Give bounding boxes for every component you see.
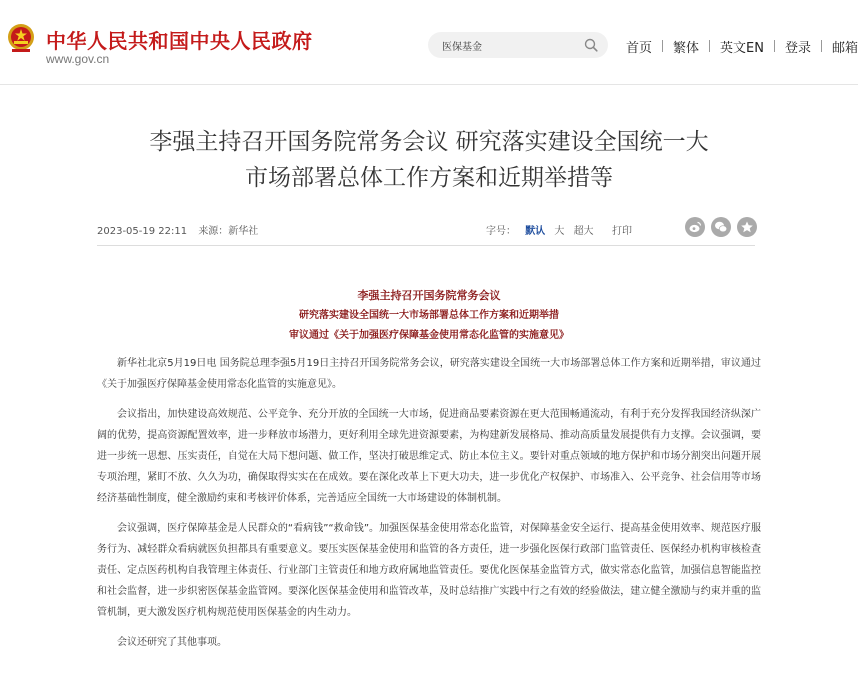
site-header xyxy=(0,0,858,85)
font-size-xlarge[interactable]: 超大 xyxy=(573,226,594,237)
nav-traditional[interactable]: 繁体 xyxy=(673,40,700,56)
article-body xyxy=(97,353,761,662)
article-paragraph: 会议指出，加快建设高效规范、公平竞争、充分开放的全国统一大市场，促进商品要素资源在更大范围畅通流动，有利于充分发挥我国经济纵深广阔的优势，提高资源配置效率，进一步释放市场潜力，更好利用全球先进资源要素，为构建新发展格局、推动高质量发展提供有力支撑。会议强调，要进一步统一思想、压实责任，自觉在大局下想问题、做工作，坚决打破思维定式、防止本位主义。要针对重点领域的地方保护和市场分割突出问题开展专项治理，紧盯不放、久久为功，确保取得实实在在成效。要在深化改革上下更大功夫，进一步优化产权保护、市场准入、公平竞争、社会信用等市场经济基础性制度，健全激励约束和考核评价体系，完善适应全国统一大市场建设的体制机制。 xyxy=(97,409,761,504)
article-paragraph: 新华社北京5月19日电 国务院总理李强5月19日主持召开国务院常务会议，研究落实建设全国统一大市场部署总体工作方案和近期举措，审议通过《关于加强医疗保障基金使用常态化监管的实施意见》。 xyxy=(97,358,761,390)
nav-mailbox[interactable]: 邮箱 xyxy=(832,40,858,56)
summary-line: 审议通过《关于加强医疗保障基金使用常态化监管的实施意见》 xyxy=(289,330,569,341)
print-button[interactable]: 打印 xyxy=(612,226,632,237)
article-title xyxy=(70,124,788,196)
nav-home[interactable]: 首页 xyxy=(626,40,653,56)
publish-date: 2023-05-19 22:11 xyxy=(97,226,188,237)
nav-divider xyxy=(821,40,822,52)
summary-line: 李强主持召开国务院常务会议 xyxy=(357,289,501,302)
article-source: 来源：新华社 xyxy=(198,226,259,237)
font-size-large[interactable]: 大 xyxy=(554,226,565,237)
nav-divider xyxy=(774,40,775,52)
article-meta xyxy=(97,222,266,237)
search-box xyxy=(428,32,608,58)
wechat-icon[interactable] xyxy=(711,217,731,237)
search-input[interactable] xyxy=(442,32,582,58)
site-url: www.gov.cn xyxy=(46,52,110,66)
top-navigation xyxy=(624,36,858,56)
weibo-icon[interactable] xyxy=(685,217,705,237)
article-paragraph: 会议强调，医疗保障基金是人民群众的“看病钱”“救命钱”。加强医保基金使用常态化监管，对保障基金安全运行、提高基金使用效率、规范医疗服务行为、减轻群众看病就医负担都具有重要意义。要压实医保基金使用和监管的各方责任，进一步强化医保行政部门监管责任、医保经办机构审核检查责任、定点医药机构自我管理主体责任、行业部门主管责任和地方政府属地监管责任。要优化医保基金监管方式，做实常态化监管，加强信息智能监控和社会监督，进一步织密医保基金监管网。要深化医保基金使用和监管改革，及时总结推广实践中行之有效的经验做法，建立健全激励与约束并重的监管机制，更大激发医疗机构规范使用医保基金的内生动力。 xyxy=(97,523,761,618)
article-paragraph: 会议还研究了其他事项。 xyxy=(117,637,227,648)
meta-divider xyxy=(97,245,755,246)
nav-english[interactable]: 英文EN xyxy=(720,40,764,56)
nav-login[interactable]: 登录 xyxy=(784,40,811,56)
article-summary xyxy=(97,286,761,346)
nav-divider xyxy=(709,40,710,52)
font-size-selector xyxy=(486,222,600,237)
site-name[interactable]: 中华人民共和国中央人民政府 xyxy=(46,29,313,53)
qzone-icon[interactable] xyxy=(737,217,757,237)
article-title-line2: 市场部署总体工作方案和近期举措等 xyxy=(245,165,613,191)
font-size-label: 字号： xyxy=(486,226,516,237)
nav-divider xyxy=(662,40,663,52)
article-title-line1: 李强主持召开国务院常务会议 研究落实建设全国统一大 xyxy=(149,129,709,155)
national-emblem-icon[interactable] xyxy=(6,22,36,54)
search-icon[interactable] xyxy=(584,38,598,52)
font-size-default[interactable]: 默认 xyxy=(525,226,546,237)
summary-line: 研究落实建设全国统一大市场部署总体工作方案和近期举措 xyxy=(299,310,559,321)
